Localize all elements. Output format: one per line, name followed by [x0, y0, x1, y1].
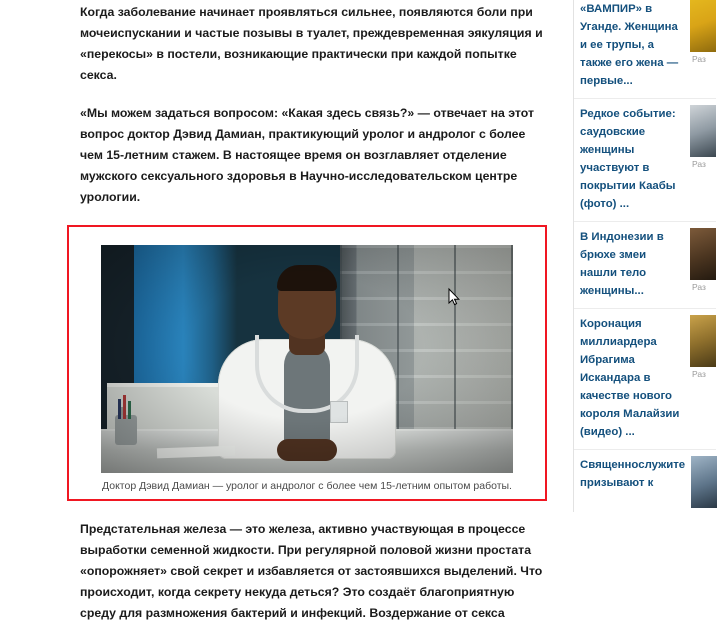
ad-label: Раз: [692, 369, 706, 379]
article-figure: [67, 225, 547, 501]
sidebar-thumbnail[interactable]: [690, 105, 716, 157]
sidebar-item-title[interactable]: Коронация миллиардера Ибрагима Искандара в качестве нового короля Малайзии (видео) ...: [580, 318, 680, 438]
sidebar-thumbnail[interactable]: [690, 315, 716, 367]
sidebar-thumb-wrap: [690, 0, 716, 90]
sidebar-thumbnail[interactable]: [690, 0, 716, 52]
ad-label: Раз: [692, 159, 706, 169]
sidebar-thumb-wrap: [690, 315, 716, 441]
sidebar-thumb-wrap: [691, 456, 717, 510]
article-paragraph-2: «Мы можем задаться вопросом: «Какая здесь связь?» — отвечает на этот вопрос доктор Дэвид Дамиан, практикующий уролог и андролог с более чем 15-летним стажем. В настоящее время он возглавляет отделение мужского сексуального здоровья в Научно-исследовательском центре урологии.: [80, 106, 535, 204]
list-item[interactable]: [574, 99, 716, 222]
sidebar-thumb-wrap: [690, 228, 716, 300]
list-item[interactable]: [574, 309, 716, 450]
sidebar-thumbnail[interactable]: [691, 456, 717, 508]
figure-caption: Доктор Дэвид Дамиан — уролог и андролог с более чем 15-летним опытом работы.: [102, 480, 512, 492]
list-item[interactable]: [574, 450, 716, 518]
ad-label: Раз: [692, 54, 706, 64]
sidebar-thumb-wrap: [690, 105, 716, 213]
list-item[interactable]: [574, 222, 716, 309]
article-paragraph-1: Когда заболевание начинает проявляться сильнее, появляются боли при мочеиспускании и частые позывы в туалет, преждевременная эякуляция и «перекосы» в постели, возникающие практически при каждой попытке секса.: [80, 5, 543, 82]
sidebar-item-title[interactable]: «ВАМПИР» в Уганде. Женщина и ее трупы, а также его жена — первые...: [580, 3, 679, 87]
sidebar-item-title[interactable]: Священнослужите призывают к: [580, 459, 686, 489]
sidebar-thumbnail[interactable]: [690, 228, 716, 280]
sidebar-item-title[interactable]: Редкое событие: саудовские женщины участвуют в покрытии Каабы (фото) ...: [580, 108, 676, 210]
list-item[interactable]: [574, 0, 716, 99]
selection-frame: [67, 225, 547, 501]
article-paragraph-3: Предстательная железа — это железа, активно участвующая в процессе выработки семенной жидкости. При регулярной половой жизни простата «опорожняет» свой секрет и избавляется от застоявшихся выделений. Что происходит, когда секрету некуда деться? Это создаёт благоприятную среду для размножения бактерий и инфекций. Воздержание от секса: [80, 522, 543, 620]
sidebar-item-title[interactable]: В Индонезии в брюхе змеи нашли тело женщины...: [580, 231, 664, 297]
ad-label: [691, 508, 717, 510]
ad-label: Раз: [692, 282, 706, 292]
doctor-photo: [101, 245, 513, 473]
sidebar: [573, 0, 716, 512]
